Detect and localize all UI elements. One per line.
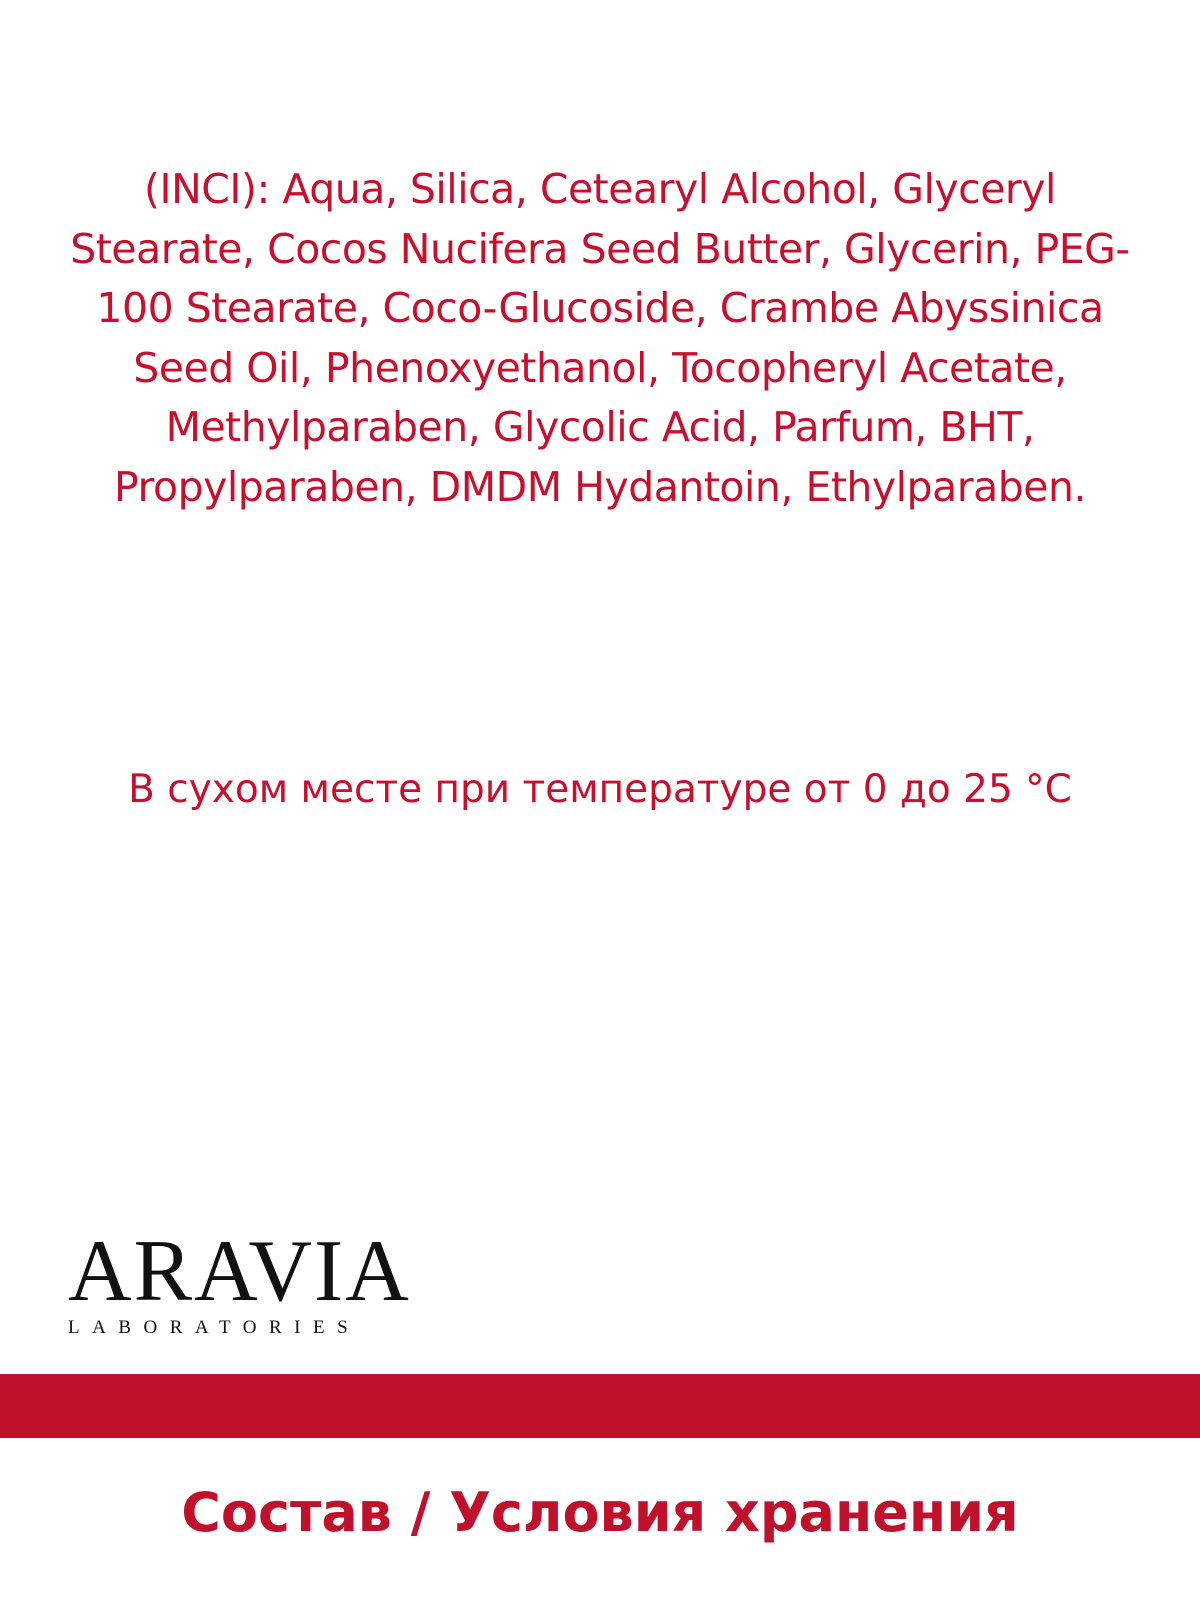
- footer-title: Состав / Условия хранения: [181, 1481, 1019, 1544]
- logo-wordmark: ARAVIA: [68, 1223, 411, 1320]
- brand-logo: [68, 1223, 411, 1340]
- red-divider-band: [0, 1374, 1200, 1438]
- logo-subtitle: LABORATORIES: [68, 1317, 361, 1338]
- ingredients-text: (INCI): Aqua, Silica, Cetearyl Alcohol, Glyceryl Stearate, Cocos Nucifera Seed Butter, Glycerin, PEG-100 Stearate, Coco-Glucoside, Crambe Abyssinica Seed Oil, Phenoxyethanol, Tocopheryl Acetate, Methylparaben, Glycolic Acid, Parfum, BHT, Propylparaben, DMDM Hydantoin, Ethylparaben.: [70, 165, 1130, 511]
- storage-conditions-text: В сухом месте при температуре от 0 до 25 °C: [128, 767, 1072, 812]
